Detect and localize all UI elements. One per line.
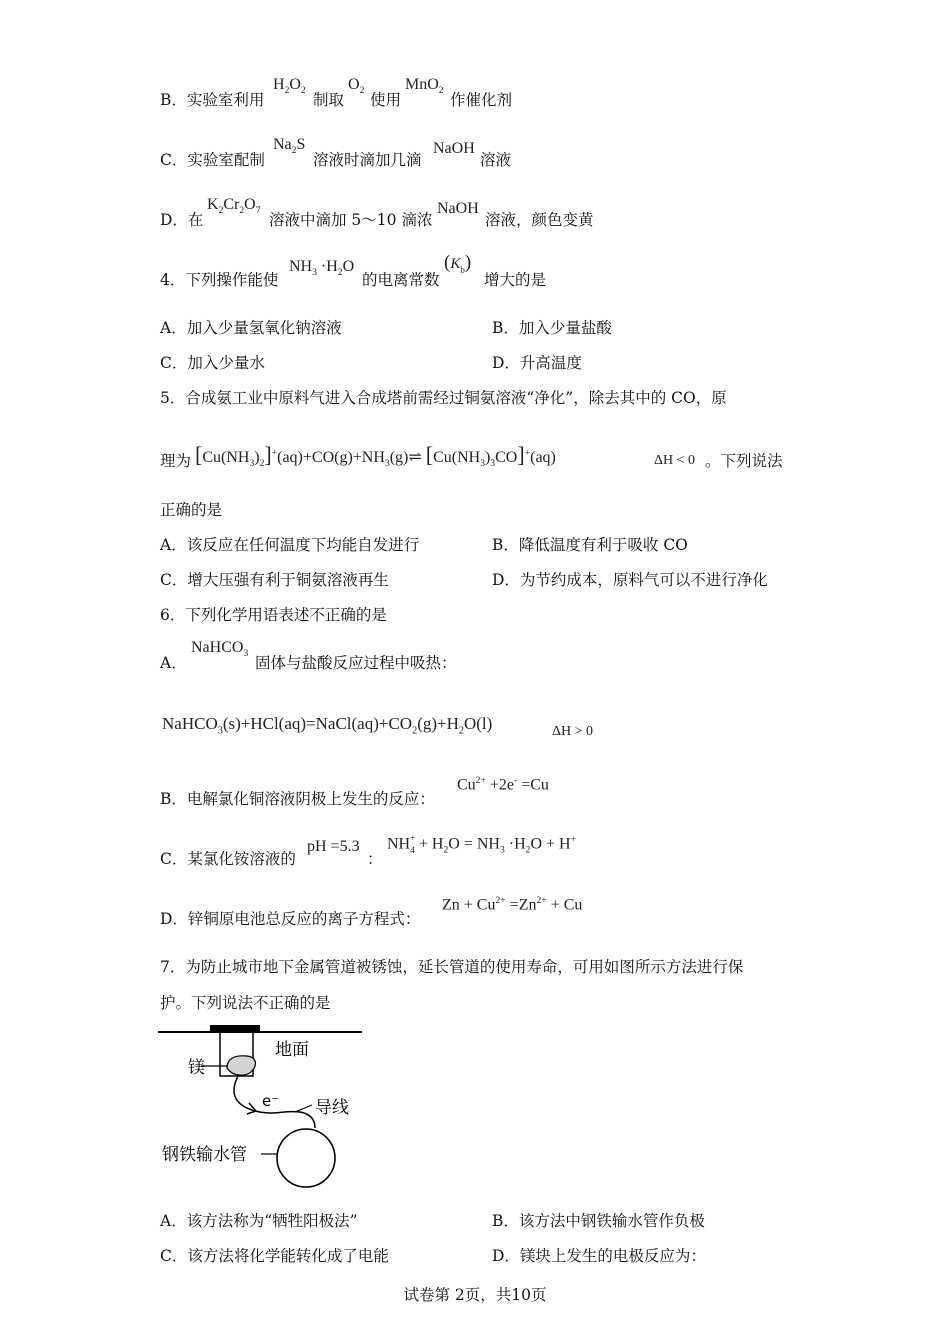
ground-cap <box>210 1025 260 1032</box>
q7-option-d[interactable]: D．镁块上发生的电极反应为： <box>492 1247 706 1265</box>
q5-stem-line2-post: 。下列说法 <box>705 452 783 470</box>
wire-to-pipe <box>300 1112 315 1128</box>
q7-option-b[interactable]: B．该方法中钢铁输水管作负极 <box>492 1212 705 1230</box>
magnesium-block <box>227 1056 255 1075</box>
q3-b-mid2: 使用 <box>370 91 402 109</box>
formula-kb: $(K_b)$ <box>444 252 472 275</box>
label-wire: 导线 <box>315 1098 349 1118</box>
q3-b-mid: 制取 <box>313 91 345 109</box>
steel-pipe <box>277 1129 335 1187</box>
q5-option-a[interactable]: A．该反应在任何温度下均能自发进行 <box>160 536 420 554</box>
formula-nh3h2o: $NH_3 \cdot H_2O$ <box>289 258 355 279</box>
q7-option-a[interactable]: A．该方法称为“牺牲阳极法” <box>160 1212 358 1230</box>
q6-option-d[interactable]: D．锌铜原电池总反应的离子方程式： <box>160 910 421 928</box>
sacrificial-anode-figure <box>155 1018 375 1198</box>
label-pipe: 钢铁输水管 <box>162 1145 247 1165</box>
q5-option-c[interactable]: C．增大压强有利于铜氨溶液再生 <box>160 571 389 589</box>
q5-delta-h: ΔH < 0 <box>654 453 696 468</box>
q5-equation: $[Cu(NH_3)_2]^+(aq)+CO(g)+NH_3(g)\rightleftharpoons$ $[Cu(NH_3)_3CO]^+(aq)$ <box>195 442 556 470</box>
q6-c-equation: NH $_{+ 4} + H_2O = NH_3 \cdot H_2O + H^+$ <box>387 832 577 856</box>
q6-d-equation: $Zn + Cu^{2+} =Zn^{2+} + Cu$ <box>442 895 583 914</box>
label-magnesium: 镁 <box>188 1058 205 1078</box>
q5-stem-line2: 理为 <box>160 452 192 470</box>
formula-nahco3: NaHCO$_3$ <box>191 639 249 660</box>
q4-stem-post: 增大的是 <box>484 271 547 289</box>
q3-c-post: 溶液 <box>480 151 512 169</box>
q6-c-ph: pH =5.3 <box>307 838 360 855</box>
q6-a-equation: $NaHCO_3(s)+HCl(aq)=NaCl(aq)+CO_2(g)+H_2O(l)$ <box>162 714 493 737</box>
q6-option-c[interactable]: C．某氯化铵溶液的 <box>160 850 296 868</box>
q5-stem-line3: 正确的是 <box>160 501 223 519</box>
q7-stem-line1: 7．为防止城市地下金属管道被锈蚀，延长管道的使用寿命，可用如图所示方法进行保 <box>160 958 744 976</box>
formula-na2s: $Na_2S$ <box>273 136 306 157</box>
q6-a-delta-h: ΔH > 0 <box>552 724 594 739</box>
formula-naoh-d: NaOH <box>437 200 479 217</box>
q6-c-colon: ： <box>367 850 383 868</box>
q4-stem-mid: 的电离常数 <box>362 271 440 289</box>
q4-stem: 4．下列操作能使 <box>160 271 279 289</box>
q4-option-b[interactable]: B．加入少量盐酸 <box>492 319 612 337</box>
q3-option-d: D．在 <box>160 211 204 229</box>
q3-b-post: 作催化剂 <box>450 91 513 109</box>
q4-option-d[interactable]: D．升高温度 <box>492 354 582 372</box>
q5-stem-line1: 5．合成氨工业中原料气进入合成塔前需经过铜氨溶液“净化”，除去其中的 CO，原 <box>160 389 727 407</box>
q5-option-d[interactable]: D．为节约成本，原料气可以不进行净化 <box>492 571 768 589</box>
q3-d-mid: 溶液中滴加 5～10 滴浓 <box>269 211 433 229</box>
q3-c-mid: 溶液时滴加几滴 <box>313 151 422 169</box>
q3-d-post: 溶液，颜色变黄 <box>485 211 594 229</box>
formula-mno2: MnO$_2$ <box>405 76 444 97</box>
q4-option-c[interactable]: C．加入少量水 <box>160 354 265 372</box>
formula-naoh-c: NaOH <box>433 140 475 157</box>
q6-option-a[interactable]: A． <box>160 654 187 672</box>
formula-h2o2: $H_2O_2$ <box>273 76 306 97</box>
q3-option-b: B．实验室利用 <box>160 91 265 109</box>
q7-stem-line2: 护。下列说法不正确的是 <box>160 994 331 1012</box>
q7-option-c[interactable]: C．该方法将化学能转化成了电能 <box>160 1247 389 1265</box>
label-ground: 地面 <box>275 1040 309 1060</box>
q6-stem: 6．下列化学用语表述不正确的是 <box>160 606 387 624</box>
q5-option-b[interactable]: B．降低温度有利于吸收 CO <box>492 536 688 554</box>
q4-option-a[interactable]: A．加入少量氢氧化钠溶液 <box>160 319 342 337</box>
formula-o2: $O_2$ <box>348 76 365 97</box>
formula-k2cr2o7: $K_2Cr_2O_7$ <box>207 196 261 217</box>
q6-b-equation: $Cu^{2+} +2e^- =Cu$ <box>457 775 549 794</box>
page-footer: 试卷第 2页，共10页 <box>403 1286 547 1304</box>
q6-option-b[interactable]: B．电解氯化铜溶液阴极上发生的反应： <box>160 790 435 808</box>
wire-leader <box>295 1105 312 1112</box>
label-electron: e⁻ <box>262 1092 280 1110</box>
q3-option-c: C．实验室配制 <box>160 151 265 169</box>
q6-a-post: 固体与盐酸反应过程中吸热： <box>255 654 457 672</box>
